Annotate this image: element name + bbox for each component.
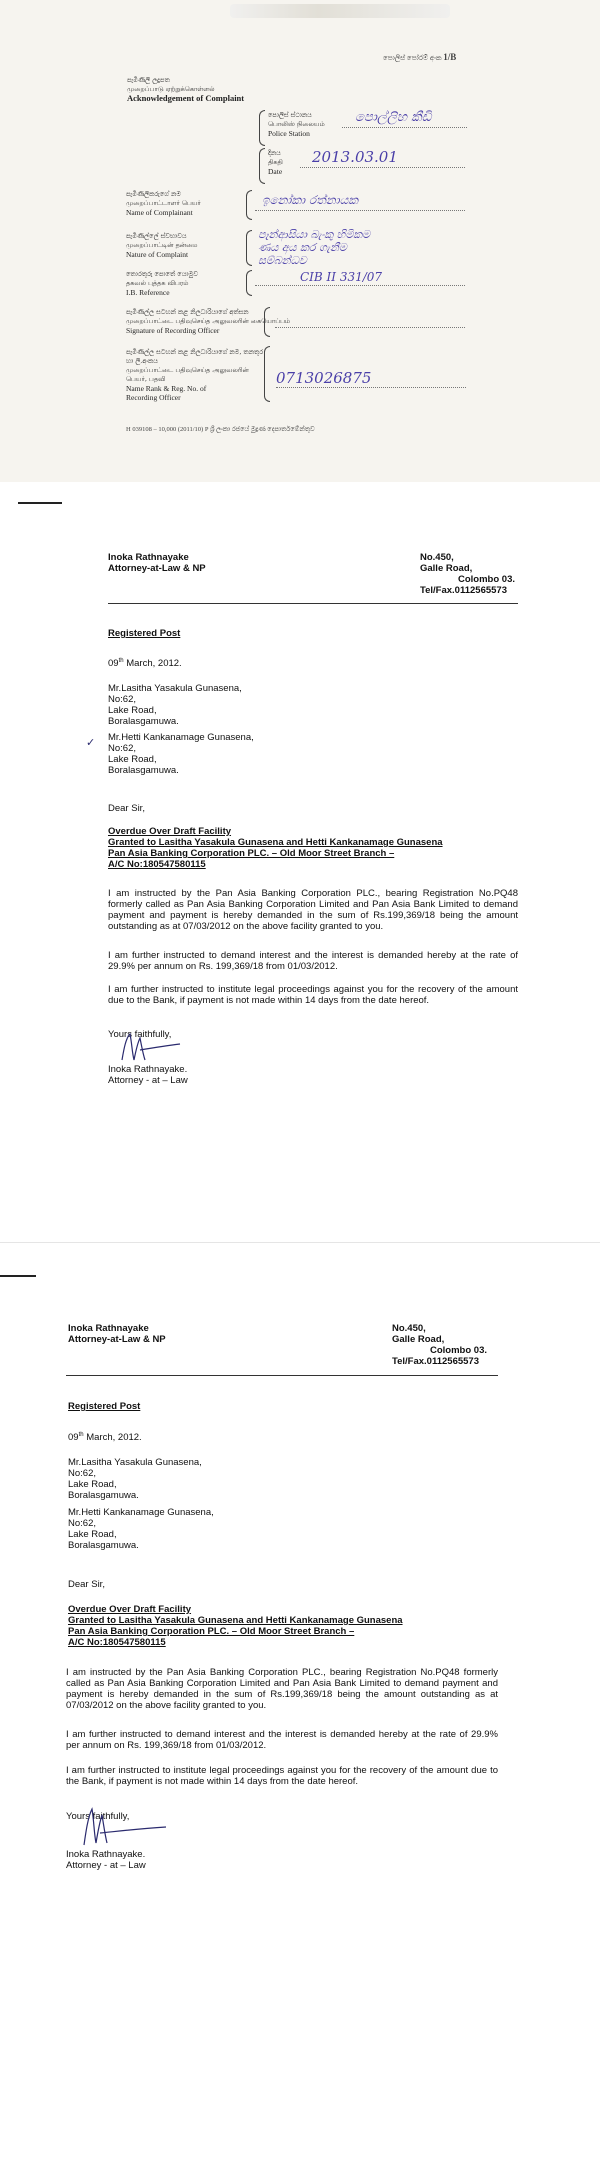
check-mark-icon: ✓ [86, 737, 96, 749]
signature-icon [70, 1805, 170, 1849]
paragraph-3: I am further instructed to institute legal proceedings against you for the recovery of the amount due to the Bank, if payment is not made within 14 days from the date hereof. [66, 1765, 498, 1787]
sender-block: Inoka Rathnayake Attorney-at-Law & NP [68, 1323, 166, 1345]
closing: Yours faithfully, [108, 1029, 172, 1040]
dotted-line [255, 285, 465, 286]
salutation: Dear Sir, [68, 1579, 105, 1590]
recipient-2: Mr.Hetti Kankanamage Gunasena, No:62, Lake Road, Boralasgamuwa. [68, 1507, 214, 1551]
signature-icon [110, 1030, 190, 1066]
dotted-line [276, 387, 466, 388]
slip-footer: H 039108 – 10,000 (2011/10) P ශ්‍රී ලංකා රජයේ මුද්‍රණ දෙපාර්තමේන්තුව [126, 426, 315, 433]
form-number: පොලිස් පෝරම් අංක 1/B [383, 52, 457, 62]
recipient-1: Mr.Lasitha Yasakula Gunasena, No:62, Lake Road, Boralasgamuwa. [68, 1457, 202, 1501]
subject-block: Overdue Over Draft Facility Granted to Lasitha Yasakula Gunasena and Hetti Kankanamage Gunasena Pan Asia Banking Corporation PLC. – Old Moor Street Branch – A/C No:180547580115 [108, 826, 443, 870]
signature-label: පැමිණිල්ල සටහන් කළ නිලධාරියාගේ අත්සන முறைப்பாட்டை பதிவுசெய்த அலுவலரின் கையொப்பம் Signature of Recording Officer [126, 308, 291, 335]
ib-value: CIB II 331/07 [300, 270, 383, 284]
signatory: Inoka Rathnayake. Attorney - at – Law [66, 1849, 146, 1871]
letter-1 [0, 482, 600, 1242]
dotted-line [275, 327, 465, 328]
nature-value: පෑන්ආසියා බැංකු හිමිකම ණය අය කර ගැනීම සම්බන්ධව [258, 228, 371, 267]
sender-block: Inoka Rathnayake Attorney-at-Law & NP [108, 552, 206, 574]
letter-2 [0, 1243, 600, 2166]
header-rule [66, 1375, 498, 1376]
police-station-value: පොල්ලිහ කීඩි [355, 110, 432, 125]
complainant-value: ඉනෝකා රත්නායක [262, 193, 358, 207]
subject-block: Overdue Over Draft Facility Granted to Lasitha Yasakula Gunasena and Hetti Kankanamage Gunasena Pan Asia Banking Corporation PLC. – Old Moor Street Branch – A/C No:180547580115 [68, 1604, 403, 1648]
signatory: Inoka Rathnayake. Attorney - at – Law [108, 1064, 188, 1086]
address-block: No.450, Galle Road, Colombo 03. Tel/Fax.0112565573 [420, 552, 516, 596]
letter-date: 09th March, 2012. [108, 658, 182, 670]
rank-value: 0713026875 [276, 369, 372, 387]
brace [259, 148, 265, 184]
header-rule [108, 603, 518, 604]
recipient-2: Mr.Hetti Kankanamage Gunasena, No:62, Lake Road, Boralasgamuwa. [108, 732, 254, 776]
complainant-label: පැමිණිලිකරුගේ නම முறைப்பாட்டாளர் பெயர் Name of Complainant [126, 190, 201, 217]
brace [246, 270, 252, 296]
salutation: Dear Sir, [108, 803, 145, 814]
paragraph-1: I am instructed by the Pan Asia Banking Corporation PLC., bearing Registration No.PQ48 formerly called as Pan Asia Banking Corporation Limited and Pan Asia Bank Limited to demand payment and payment is hereby demanded in the sum of Rs.199,369/18 being the amount outstanding as at 07/03/2012 on the above facility granted to you. [108, 888, 518, 932]
slip-title: පැමිණිලි ලදුපත முறைப்பாடு ஏற்றுக்கொள்ளல் Acknowledgement of Complaint [127, 76, 245, 103]
letter-date: 09th March, 2012. [68, 1432, 142, 1444]
ib-label: තොරතුරු පොතේ යොමුව தகவல் புத்தக விபரம் I.B. Reference [126, 270, 198, 297]
recipient-1: Mr.Lasitha Yasakula Gunasena, No:62, Lake Road, Boralasgamuwa. [108, 683, 242, 727]
rank-label: පැමිණිල්ල සටහන් කළ නිලධාරියාගේ නම, තනතුර හා ලි.අංකය முறைப்பாட்டை பதிவுசெய்த அலுவலரின் பெயர், பதவி Name Rank & Reg. No. of Recording Officer [126, 348, 264, 402]
brace [246, 190, 252, 220]
police-station-label: පොලිස් ස්ථානය பொலிஸ் நிலையம் Police Station [268, 111, 325, 138]
nature-label: පැමිණිල්ලේ ස්වභාවය முறைப்பாட்டின் தன்மை Nature of Complaint [126, 232, 198, 259]
paragraph-1: I am instructed by the Pan Asia Banking Corporation PLC., bearing Registration No.PQ48 formerly called as Pan Asia Banking Corporation Limited and Pan Asia Bank Limited to demand payment and payment is hereby demanded in the sum of Rs.199,369/18 being the amount outstanding as at 07/03/2012 on the above facility granted to you. [66, 1667, 498, 1711]
brace [264, 307, 270, 337]
address-block: No.450, Galle Road, Colombo 03. Tel/Fax.0112565573 [392, 1323, 488, 1367]
paragraph-3: I am further instructed to institute legal proceedings against you for the recovery of the amount due to the Bank, if payment is not made within 14 days from the date hereof. [108, 984, 518, 1006]
complaint-slip [0, 0, 600, 482]
date-value: 2013.03.01 [312, 148, 398, 166]
dotted-line [342, 127, 467, 128]
paragraph-2: I am further instructed to demand interest and the interest is demanded hereby at the rate of 29.9% per annum on Rs. 199,369/18 from 01/03/2012. [108, 950, 518, 972]
closing: Yours faithfully, [66, 1811, 130, 1822]
brace [246, 230, 252, 266]
brace [264, 346, 270, 402]
date-label: දිනය திகதி Date [268, 149, 283, 176]
paragraph-2: I am further instructed to demand interest and the interest is demanded hereby at the rate of 29.9% per annum on Rs. 199,369/18 from 01/03/2012. [66, 1729, 498, 1751]
registered-post: Registered Post [108, 628, 181, 639]
registered-post: Registered Post [68, 1401, 141, 1412]
dotted-line [300, 167, 465, 168]
brace [259, 110, 265, 146]
blurred-header [230, 4, 450, 18]
dotted-line [255, 210, 465, 211]
